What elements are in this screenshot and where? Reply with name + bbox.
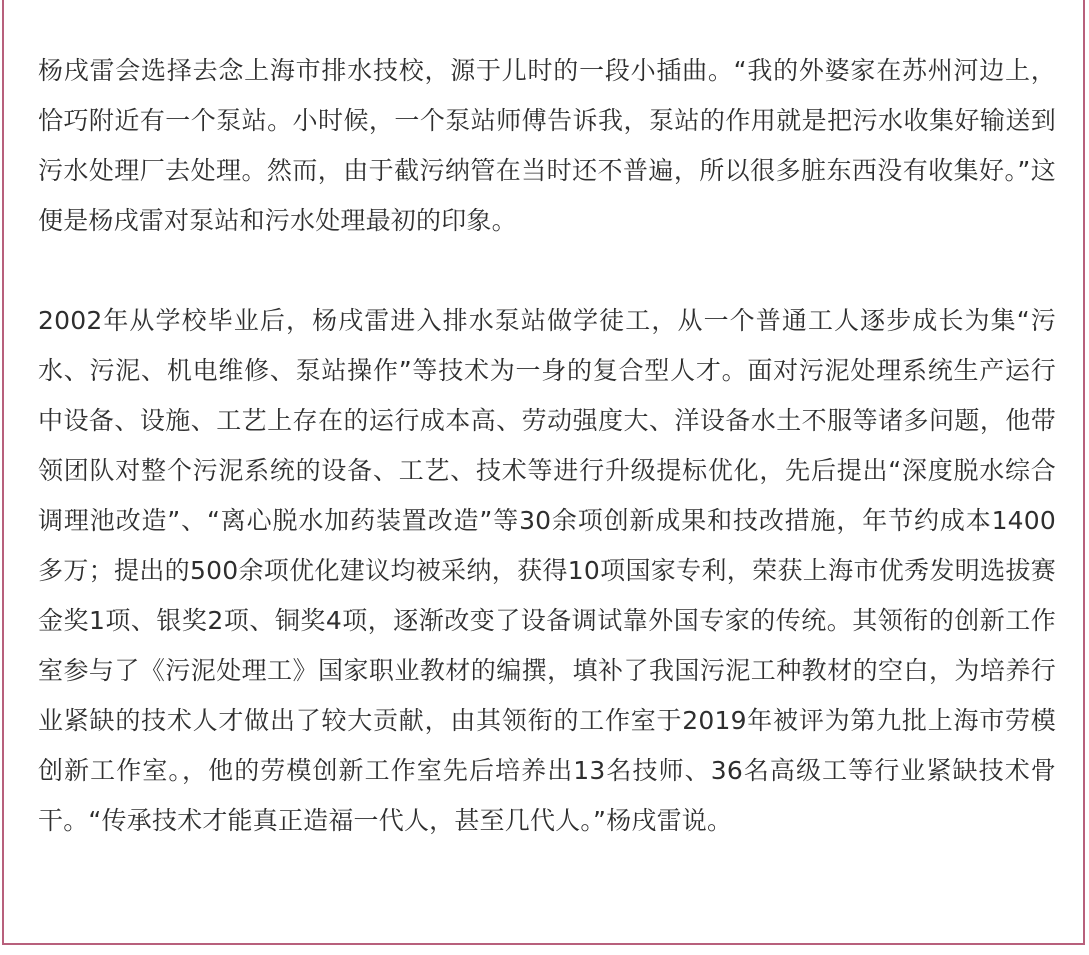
article-paragraph-1: 杨戌雷会选择去念上海市排水技校，源于儿时的一段小插曲。“我的外婆家在苏州河边上，恰巧附近有一个泵站。小时候，一个泵站师傅告诉我，泵站的作用就是把污水收集好输送到污水处理厂去处理。然而，由于截污纳管在当时还不普遍，所以很多脏东西没有收集好。”这便是杨戌雷对泵站和污水处理最初的印象。 [38,56,1056,235]
article-body [38,46,1056,846]
article-frame [2,0,1085,945]
article-paragraph-2: 2002年从学校毕业后，杨戌雷进入排水泵站做学徒工，从一个普通工人逐步成长为集“污水、污泥、机电维修、泵站操作”等技术为一身的复合型人才。面对污泥处理系统生产运行中设备、设施、工艺上存在的运行成本高、劳动强度大、洋设备水土不服等诸多问题，他带领团队对整个污泥系统的设备、工艺、技术等进行升级提标优化，先后提出“深度脱水综合调理池改造”、“离心脱水加药装置改造”等30余项创新成果和技改措施，年节约成本1400多万；提出的500余项优化建议均被采纳，获得10项国家专利，荣获上海市优秀发明选拔赛金奖1项、银奖2项、铜奖4项，逐渐改变了设备调试靠外国专家的传统。其领衔的创新工作室参与了《污泥处理工》国家职业教材的编撰，填补了我国污泥工种教材的空白，为培养行业紧缺的技术人才做出了较大贡献，由其领衔的工作室于2019年被评为第九批上海市劳模创新工作室。，他的劳模创新工作室先后培养出13名技师、36名高级工等行业紧缺技术骨干。“传承技术才能真正造福一代人，甚至几代人。”杨戌雷说。 [38,306,1056,835]
